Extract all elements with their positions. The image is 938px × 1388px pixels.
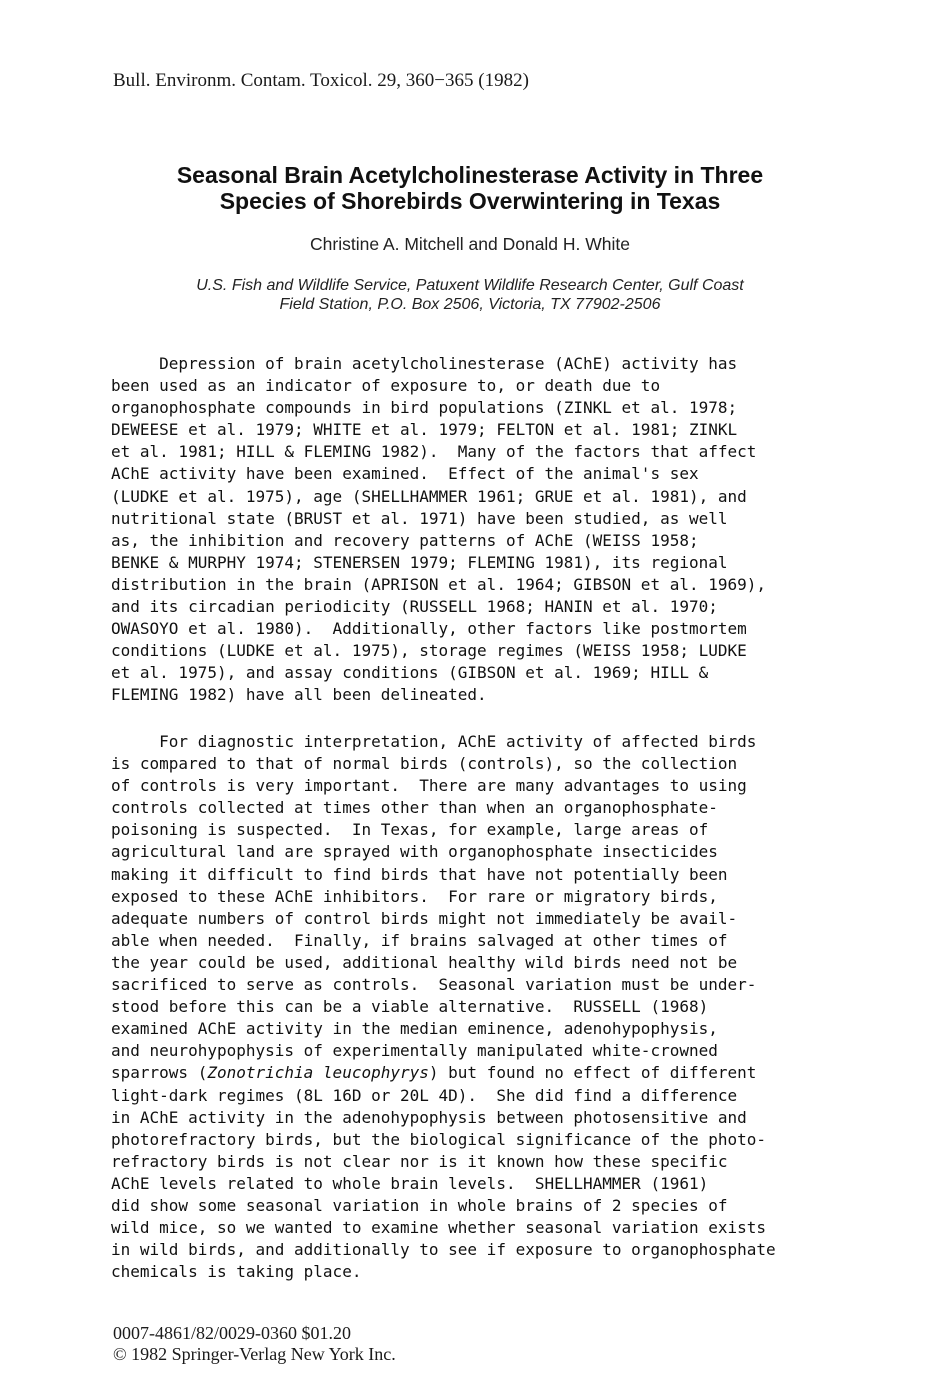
text-line: and neurohypophysis of experimentally manipulated white-crowned: [111, 1041, 718, 1061]
text-line: making it difficult to find birds that have not potentially been: [111, 864, 728, 884]
footer: [113, 1323, 396, 1365]
issn-code: 0007-4861/82/0029-0360 $01.20: [113, 1323, 351, 1343]
text-line: (LUDKE et al. 1975), age (SHELLHAMMER 1961; GRUE et al. 1981), and: [111, 486, 747, 506]
authors: Christine A. Mitchell and Donald H. White: [310, 234, 630, 254]
text-line: et al. 1981; HILL & FLEMING 1982). Many of the factors that affect: [111, 442, 757, 462]
text-line: BENKE & MURPHY 1974; STENERSEN 1979; FLEMING 1981), its regional: [111, 552, 728, 572]
text-line: did show some seasonal variation in whole brains of 2 species of: [111, 1195, 728, 1215]
text-line: sacrificed to serve as controls. Seasonal variation must be under-: [111, 975, 757, 995]
text-line: DEWEESE et al. 1979; WHITE et al. 1979; FELTON et al. 1981; ZINKL: [111, 420, 738, 440]
text-line: as, the inhibition and recovery patterns of AChE (WEISS 1958;: [111, 530, 699, 550]
text-line: poisoning is suspected. In Texas, for example, large areas of: [111, 820, 709, 840]
paragraph-1: [111, 353, 911, 707]
text-line: in AChE activity in the adenohypophysis between photosensitive and: [111, 1107, 747, 1127]
text-line: wild mice, so we wanted to examine whether seasonal variation exists: [111, 1218, 767, 1238]
species-name: Zonotrichia leucophyrys: [207, 1063, 429, 1083]
text-line: AChE activity have been examined. Effect of the animal's sex: [111, 464, 699, 484]
affiliation-line: U.S. Fish and Wildlife Service, Patuxent Wildlife Research Center, Gulf Coast: [196, 277, 744, 294]
affiliation-line: Field Station, P.O. Box 2506, Victoria, TX 77902-2506: [279, 296, 661, 313]
paragraph-2: [111, 731, 911, 1283]
text-line: agricultural land are sprayed with organophosphate insecticides: [111, 842, 718, 862]
text-line: nutritional state (BRUST et al. 1971) have been studied, as well: [111, 508, 728, 528]
text-line: controls collected at times other than when an organophosphate-: [111, 798, 718, 818]
text-line: conditions (LUDKE et al. 1975), storage regimes (WEISS 1958; LUDKE: [111, 641, 747, 661]
text-line: and its circadian periodicity (RUSSELL 1968; HANIN et al. 1970;: [111, 597, 718, 617]
affiliation: [60, 276, 880, 314]
text-line: in wild birds, and additionally to see if exposure to organophosphate: [111, 1240, 776, 1260]
text-line: the year could be used, additional healthy wild birds need not be: [111, 952, 738, 972]
text-line: chemicals is taking place.: [111, 1262, 362, 1282]
text-line: FLEMING 1982) have all been delineated.: [111, 685, 487, 705]
text-line: AChE levels related to whole brain levels. SHELLHAMMER (1961): [111, 1173, 709, 1193]
text-line: photorefractory birds, but the biological significance of the photo-: [111, 1129, 767, 1149]
text-line: OWASOYO et al. 1980). Additionally, other factors like postmortem: [111, 619, 747, 639]
text-line: refractory birds is not clear nor is it known how these specific: [111, 1151, 728, 1171]
text-line: distribution in the brain (APRISON et al. 1964; GIBSON et al. 1969),: [111, 574, 767, 594]
journal-reference: Bull. Environm. Contam. Toxicol. 29, 360−365 (1982): [113, 70, 529, 91]
text-line: adequate numbers of control birds might not immediately be avail-: [111, 908, 738, 928]
text-line: able when needed. Finally, if brains salvaged at other times of: [111, 930, 728, 950]
text-line: For diagnostic interpretation, AChE activity of affected birds: [111, 732, 757, 751]
text-line: organophosphate compounds in bird populations (ZINKL et al. 1978;: [111, 398, 738, 418]
text-line: is compared to that of normal birds (controls), so the collection: [111, 754, 738, 774]
text-line: examined AChE activity in the median eminence, adenohypophysis,: [111, 1019, 718, 1039]
text-line: stood before this can be a viable alternative. RUSSELL (1968): [111, 997, 709, 1017]
text-line: et al. 1975), and assay conditions (GIBSON et al. 1969; HILL &: [111, 663, 709, 683]
text-line: of controls is very important. There are many advantages to using: [111, 776, 747, 796]
text-line: exposed to these AChE inhibitors. For rare or migratory birds,: [111, 886, 718, 906]
text-line: been used as an indicator of exposure to, or death due to: [111, 376, 661, 396]
title-line: Seasonal Brain Acetylcholinesterase Activity in Three: [176, 162, 764, 188]
text-line: Depression of brain acetylcholinesterase (AChE) activity has: [111, 354, 738, 373]
copyright-notice: © 1982 Springer-Verlag New York Inc.: [113, 1344, 396, 1364]
text-line: sparrows (Zonotrichia leucophyrys) but found no effect of different: [111, 1063, 757, 1083]
title-line: Species of Shorebirds Overwintering in Texas: [219, 188, 721, 214]
text-line: light-dark regimes (8L 16D or 20L 4D). She did find a difference: [111, 1085, 738, 1105]
article-title: [60, 162, 880, 214]
